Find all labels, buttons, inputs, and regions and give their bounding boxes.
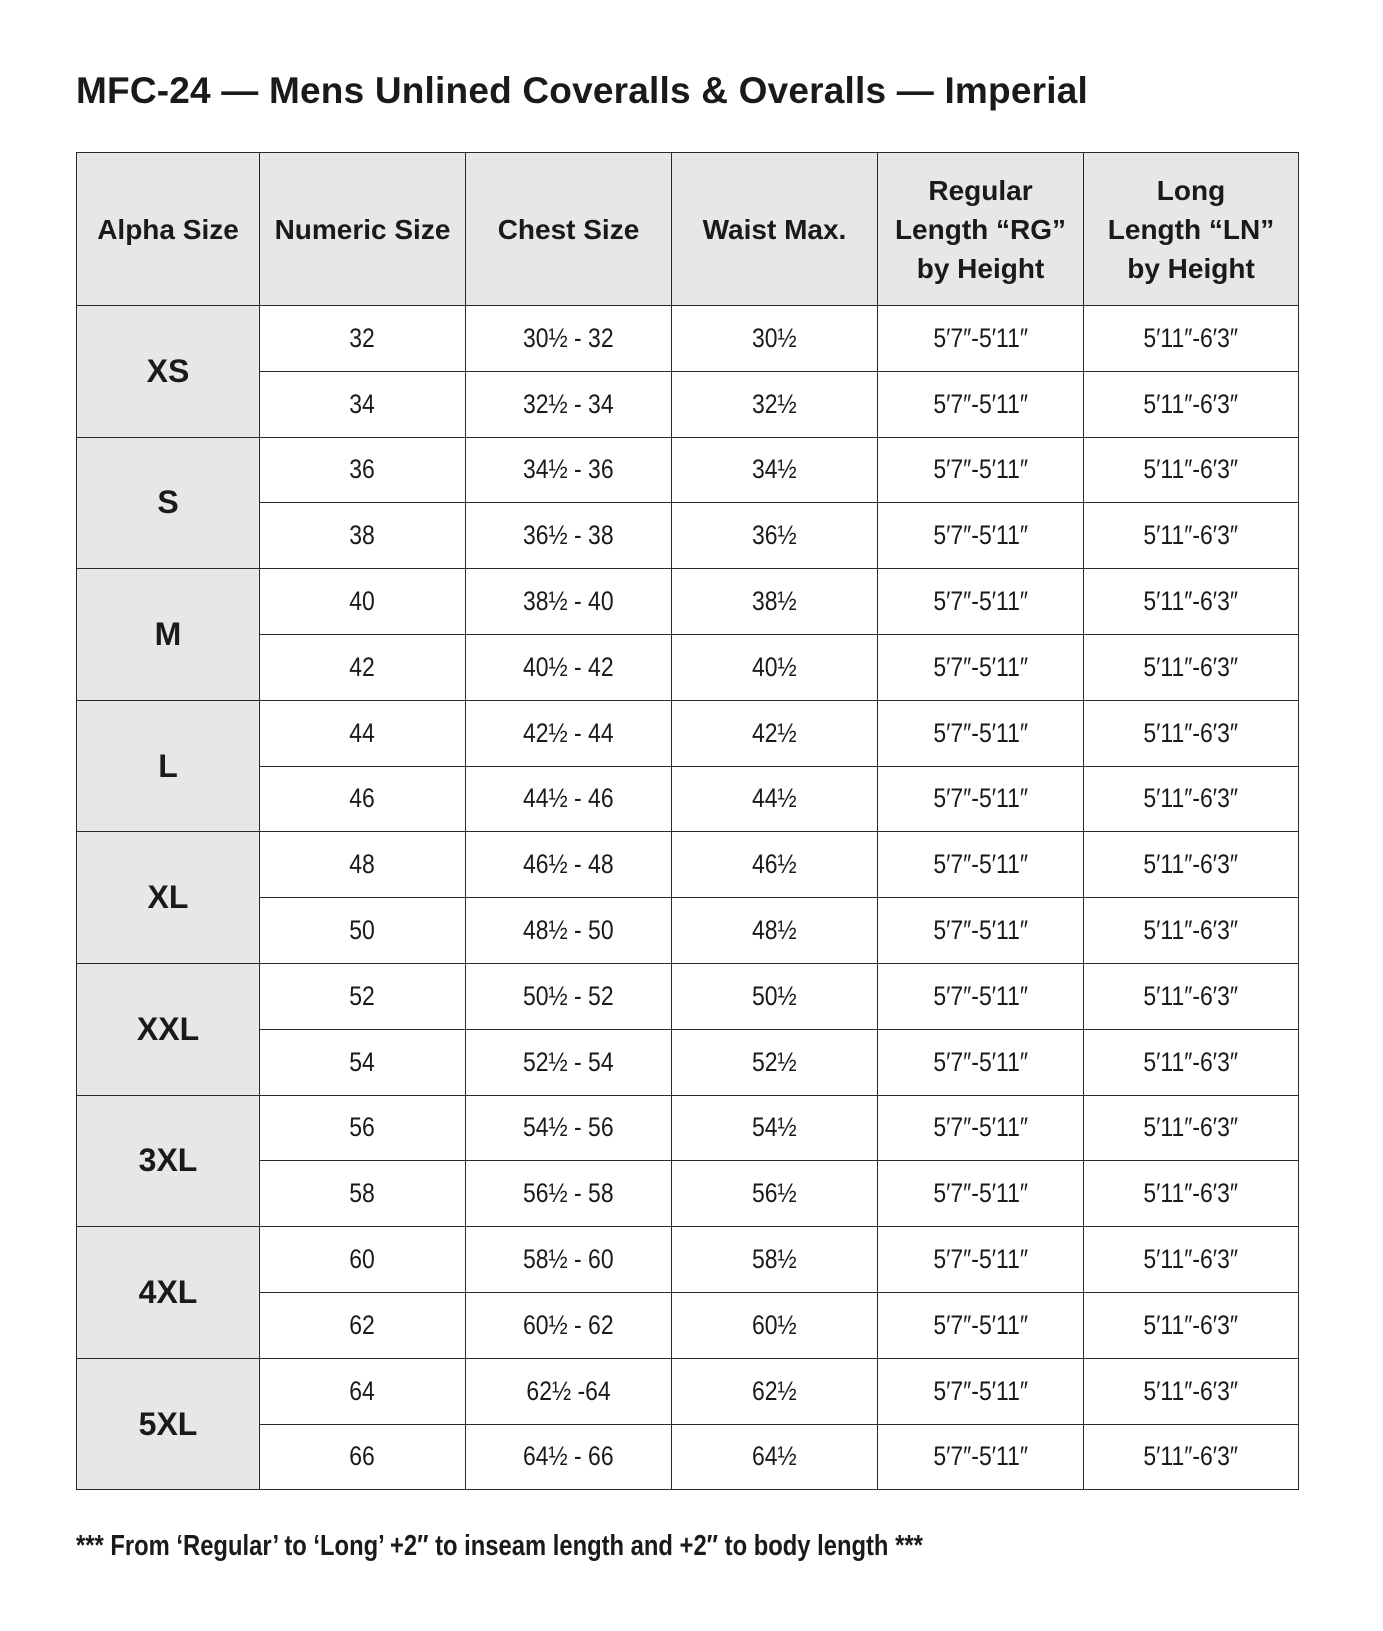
long-length-cell	[1084, 1358, 1299, 1424]
long-length-header	[1084, 153, 1299, 306]
long-length-cell-text: 5′11″-6′3″	[1143, 586, 1239, 617]
chest-size-cell	[466, 1095, 672, 1161]
table-row	[77, 503, 1299, 569]
table-header	[77, 153, 1299, 306]
table-row	[77, 371, 1299, 437]
waist-max-cell	[672, 1227, 878, 1293]
numeric-size-cell	[260, 1227, 466, 1293]
long-length-cell	[1084, 1095, 1299, 1161]
long-length-cell	[1084, 963, 1299, 1029]
regular-length-cell	[878, 963, 1084, 1029]
alpha-size-cell: XS	[77, 306, 260, 438]
long-length-cell	[1084, 371, 1299, 437]
chest-size-cell-text: 32½ - 34	[523, 388, 614, 419]
long-length-cell	[1084, 1292, 1299, 1358]
chest-size-cell	[466, 371, 672, 437]
regular-length-cell-text: 5′7″-5′11″	[933, 1375, 1028, 1406]
header-row	[77, 153, 1299, 306]
table-row	[77, 766, 1299, 832]
numeric-size-cell	[260, 898, 466, 964]
chest-size-cell-text: 50½ - 52	[523, 980, 614, 1011]
waist-max-cell	[672, 503, 878, 569]
chest-size-cell	[466, 963, 672, 1029]
numeric-size-cell	[260, 634, 466, 700]
page-title: MFC-24 — Mens Unlined Coveralls & Overalls — Imperial	[76, 70, 1088, 111]
footnote: *** From ‘Regular’ to ‘Long’ +2″ to inseam length and +2″ to body length ***	[76, 1530, 923, 1562]
regular-length-cell	[878, 306, 1084, 372]
waist-max-cell-text: 48½	[752, 915, 797, 946]
long-length-cell	[1084, 634, 1299, 700]
numeric-size-cell	[260, 1424, 466, 1490]
waist-max-cell	[672, 963, 878, 1029]
regular-length-cell-text: 5′7″-5′11″	[933, 717, 1028, 748]
waist-max-cell-text: 58½	[752, 1244, 797, 1275]
alpha-size-header	[77, 153, 260, 306]
waist-max-cell	[672, 1424, 878, 1490]
waist-max-cell-text: 52½	[752, 1046, 797, 1077]
table-row	[77, 1161, 1299, 1227]
waist-max-cell	[672, 569, 878, 635]
regular-length-cell	[878, 569, 1084, 635]
chest-size-header	[466, 153, 672, 306]
numeric-size-cell-text: 56	[349, 1112, 376, 1143]
waist-max-cell-text: 32½	[752, 388, 797, 419]
waist-max-cell	[672, 832, 878, 898]
numeric-size-cell-text: 62	[349, 1309, 376, 1340]
chest-size-cell	[466, 1358, 672, 1424]
regular-length-cell-text: 5′7″-5′11″	[933, 1112, 1028, 1143]
numeric-size-cell-text: 64	[349, 1375, 376, 1406]
waist-max-cell-text: 42½	[752, 717, 797, 748]
waist-max-cell	[672, 306, 878, 372]
alpha-size-cell: L	[77, 700, 260, 832]
waist-max-cell	[672, 1358, 878, 1424]
waist-max-cell	[672, 1161, 878, 1227]
regular-length-cell	[878, 1227, 1084, 1293]
long-length-cell-text: 5′11″-6′3″	[1143, 1244, 1239, 1275]
waist-max-cell-text: 62½	[752, 1375, 797, 1406]
chest-size-cell	[466, 1424, 672, 1490]
chest-size-cell-text: 60½ - 62	[523, 1309, 614, 1340]
waist-max-cell-text: 36½	[752, 520, 797, 551]
alpha-size-cell: 3XL	[77, 1095, 260, 1227]
chest-size-cell-text: 40½ - 42	[523, 651, 614, 682]
regular-length-cell-text: 5′7″-5′11″	[933, 980, 1028, 1011]
chest-size-cell-text: 54½ - 56	[523, 1112, 614, 1143]
chest-size-cell	[466, 634, 672, 700]
table-row	[77, 700, 1299, 766]
regular-length-cell	[878, 371, 1084, 437]
chest-size-cell-text: 56½ - 58	[523, 1178, 614, 1209]
chest-size-cell	[466, 503, 672, 569]
regular-length-cell	[878, 898, 1084, 964]
waist-max-cell	[672, 766, 878, 832]
waist-max-cell-text: 34½	[752, 454, 797, 485]
chest-size-cell	[466, 569, 672, 635]
chest-size-cell	[466, 1161, 672, 1227]
regular-length-cell-text: 5′7″-5′11″	[933, 520, 1028, 551]
long-length-cell-text: 5′11″-6′3″	[1143, 454, 1239, 485]
regular-length-header	[878, 153, 1084, 306]
chest-size-cell	[466, 1029, 672, 1095]
chest-size-cell-text: 64½ - 66	[523, 1441, 614, 1472]
long-length-cell	[1084, 1424, 1299, 1490]
numeric-size-cell-text: 36	[349, 454, 376, 485]
numeric-size-cell	[260, 1029, 466, 1095]
long-length-cell-text: 5′11″-6′3″	[1143, 520, 1239, 551]
long-length-cell	[1084, 700, 1299, 766]
long-length-cell	[1084, 306, 1299, 372]
numeric-size-cell-text: 54	[349, 1046, 376, 1077]
regular-length-cell-text: 5′7″-5′11″	[933, 915, 1028, 946]
header-line: Alpha Size	[97, 213, 239, 245]
table-row	[77, 569, 1299, 635]
long-length-cell-text: 5′11″-6′3″	[1143, 1046, 1239, 1077]
long-length-cell	[1084, 437, 1299, 503]
numeric-size-cell	[260, 1358, 466, 1424]
chest-size-cell	[466, 437, 672, 503]
waist-max-cell	[672, 634, 878, 700]
alpha-size-cell: XXL	[77, 963, 260, 1095]
numeric-size-header	[260, 153, 466, 306]
numeric-size-cell-text: 38	[349, 520, 376, 551]
header-line: by Height	[916, 252, 1045, 284]
header-line: Chest Size	[497, 213, 640, 245]
regular-length-cell-text: 5′7″-5′11″	[933, 454, 1028, 485]
waist-max-cell-text: 64½	[752, 1441, 797, 1472]
waist-max-cell-text: 50½	[752, 980, 797, 1011]
long-length-cell-text: 5′11″-6′3″	[1143, 915, 1239, 946]
long-length-cell	[1084, 503, 1299, 569]
table-row	[77, 1424, 1299, 1490]
header-line: Regular	[928, 174, 1033, 206]
chest-size-cell-text: 30½ - 32	[523, 322, 614, 353]
table-row	[77, 306, 1299, 372]
regular-length-cell-text: 5′7″-5′11″	[933, 1244, 1028, 1275]
waist-max-cell	[672, 437, 878, 503]
regular-length-cell-text: 5′7″-5′11″	[933, 322, 1028, 353]
chest-size-cell	[466, 700, 672, 766]
regular-length-cell	[878, 437, 1084, 503]
regular-length-cell	[878, 1161, 1084, 1227]
long-length-cell-text: 5′11″-6′3″	[1143, 1309, 1239, 1340]
chest-size-cell-text: 62½ -64	[526, 1375, 611, 1406]
chest-size-cell-text: 42½ - 44	[523, 717, 614, 748]
numeric-size-cell-text: 42	[349, 651, 376, 682]
long-length-cell	[1084, 898, 1299, 964]
long-length-cell-text: 5′11″-6′3″	[1143, 388, 1239, 419]
long-length-cell	[1084, 832, 1299, 898]
alpha-size-cell: S	[77, 437, 260, 569]
table-row	[77, 1029, 1299, 1095]
alpha-size-cell: M	[77, 569, 260, 701]
waist-max-cell-text: 54½	[752, 1112, 797, 1143]
numeric-size-cell-text: 40	[349, 586, 376, 617]
long-length-cell-text: 5′11″-6′3″	[1143, 1375, 1239, 1406]
chest-size-cell	[466, 1292, 672, 1358]
alpha-size-cell: 4XL	[77, 1227, 260, 1359]
table-row	[77, 437, 1299, 503]
numeric-size-cell	[260, 306, 466, 372]
numeric-size-cell-text: 44	[349, 717, 376, 748]
long-length-cell-text: 5′11″-6′3″	[1143, 322, 1239, 353]
chest-size-cell	[466, 306, 672, 372]
chest-size-cell-text: 44½ - 46	[523, 783, 614, 814]
waist-max-cell-text: 40½	[752, 651, 797, 682]
regular-length-cell-text: 5′7″-5′11″	[933, 783, 1028, 814]
long-length-cell-text: 5′11″-6′3″	[1143, 1112, 1239, 1143]
regular-length-cell	[878, 1292, 1084, 1358]
regular-length-cell	[878, 1095, 1084, 1161]
regular-length-cell	[878, 1424, 1084, 1490]
regular-length-cell-text: 5′7″-5′11″	[933, 586, 1028, 617]
waist-max-cell-text: 46½	[752, 849, 797, 880]
header-line: Length “RG”	[894, 213, 1067, 245]
numeric-size-cell-text: 34	[349, 388, 376, 419]
chest-size-cell-text: 46½ - 48	[523, 849, 614, 880]
regular-length-cell-text: 5′7″-5′11″	[933, 1309, 1028, 1340]
regular-length-cell-text: 5′7″-5′11″	[933, 388, 1028, 419]
chest-size-cell-text: 38½ - 40	[523, 586, 614, 617]
chest-size-cell-text: 34½ - 36	[523, 454, 614, 485]
waist-max-cell-text: 56½	[752, 1178, 797, 1209]
long-length-cell-text: 5′11″-6′3″	[1143, 717, 1239, 748]
numeric-size-cell	[260, 1095, 466, 1161]
long-length-cell	[1084, 569, 1299, 635]
chest-size-cell	[466, 766, 672, 832]
table-row	[77, 832, 1299, 898]
size-chart-table	[76, 152, 1299, 1490]
table-row	[77, 963, 1299, 1029]
numeric-size-cell	[260, 1292, 466, 1358]
chest-size-cell	[466, 832, 672, 898]
table-row	[77, 1292, 1299, 1358]
regular-length-cell-text: 5′7″-5′11″	[933, 1178, 1028, 1209]
numeric-size-cell	[260, 437, 466, 503]
table-row	[77, 634, 1299, 700]
header-line: Waist Max.	[702, 213, 847, 245]
regular-length-cell	[878, 700, 1084, 766]
waist-max-cell	[672, 371, 878, 437]
long-length-cell-text: 5′11″-6′3″	[1143, 980, 1239, 1011]
waist-max-cell-text: 38½	[752, 586, 797, 617]
table-row	[77, 898, 1299, 964]
long-length-cell-text: 5′11″-6′3″	[1143, 651, 1239, 682]
numeric-size-cell	[260, 832, 466, 898]
chest-size-cell-text: 52½ - 54	[523, 1046, 614, 1077]
numeric-size-cell	[260, 963, 466, 1029]
chest-size-cell	[466, 1227, 672, 1293]
numeric-size-cell-text: 48	[349, 849, 376, 880]
chest-size-cell-text: 48½ - 50	[523, 915, 614, 946]
regular-length-cell-text: 5′7″-5′11″	[933, 1441, 1028, 1472]
long-length-cell-text: 5′11″-6′3″	[1143, 783, 1239, 814]
regular-length-cell-text: 5′7″-5′11″	[933, 1046, 1028, 1077]
numeric-size-cell-text: 46	[349, 783, 376, 814]
chest-size-cell	[466, 898, 672, 964]
waist-max-header	[672, 153, 878, 306]
regular-length-cell	[878, 1029, 1084, 1095]
chest-size-cell-text: 36½ - 38	[523, 520, 614, 551]
regular-length-cell	[878, 766, 1084, 832]
regular-length-cell	[878, 634, 1084, 700]
numeric-size-cell-text: 32	[349, 322, 376, 353]
alpha-size-cell: 5XL	[77, 1358, 260, 1490]
long-length-cell	[1084, 1029, 1299, 1095]
numeric-size-cell	[260, 371, 466, 437]
numeric-size-cell	[260, 1161, 466, 1227]
waist-max-cell	[672, 1095, 878, 1161]
waist-max-cell	[672, 1292, 878, 1358]
numeric-size-cell-text: 66	[349, 1441, 376, 1472]
numeric-size-cell	[260, 766, 466, 832]
regular-length-cell	[878, 503, 1084, 569]
regular-length-cell-text: 5′7″-5′11″	[933, 849, 1028, 880]
header-line: Numeric Size	[274, 213, 451, 245]
long-length-cell	[1084, 766, 1299, 832]
long-length-cell	[1084, 1227, 1299, 1293]
long-length-cell-text: 5′11″-6′3″	[1143, 1178, 1239, 1209]
chest-size-cell-text: 58½ - 60	[523, 1244, 614, 1275]
numeric-size-cell-text: 50	[349, 915, 376, 946]
header-line: Long	[1156, 174, 1226, 206]
numeric-size-cell	[260, 569, 466, 635]
header-line: by Height	[1127, 252, 1255, 284]
numeric-size-cell	[260, 700, 466, 766]
long-length-cell-text: 5′11″-6′3″	[1143, 849, 1239, 880]
long-length-cell	[1084, 1161, 1299, 1227]
alpha-size-cell: XL	[77, 832, 260, 964]
waist-max-cell	[672, 898, 878, 964]
numeric-size-cell	[260, 503, 466, 569]
waist-max-cell	[672, 700, 878, 766]
numeric-size-cell-text: 60	[349, 1244, 376, 1275]
waist-max-cell-text: 44½	[752, 783, 797, 814]
regular-length-cell	[878, 1358, 1084, 1424]
table-row	[77, 1358, 1299, 1424]
long-length-cell-text: 5′11″-6′3″	[1143, 1441, 1239, 1472]
waist-max-cell-text: 30½	[752, 322, 797, 353]
header-line: Length “LN”	[1107, 213, 1275, 245]
waist-max-cell	[672, 1029, 878, 1095]
table-body	[77, 306, 1299, 1490]
table-row	[77, 1227, 1299, 1293]
table-row	[77, 1095, 1299, 1161]
regular-length-cell	[878, 832, 1084, 898]
waist-max-cell-text: 60½	[752, 1309, 797, 1340]
numeric-size-cell-text: 58	[349, 1178, 376, 1209]
regular-length-cell-text: 5′7″-5′11″	[933, 651, 1028, 682]
numeric-size-cell-text: 52	[349, 980, 376, 1011]
